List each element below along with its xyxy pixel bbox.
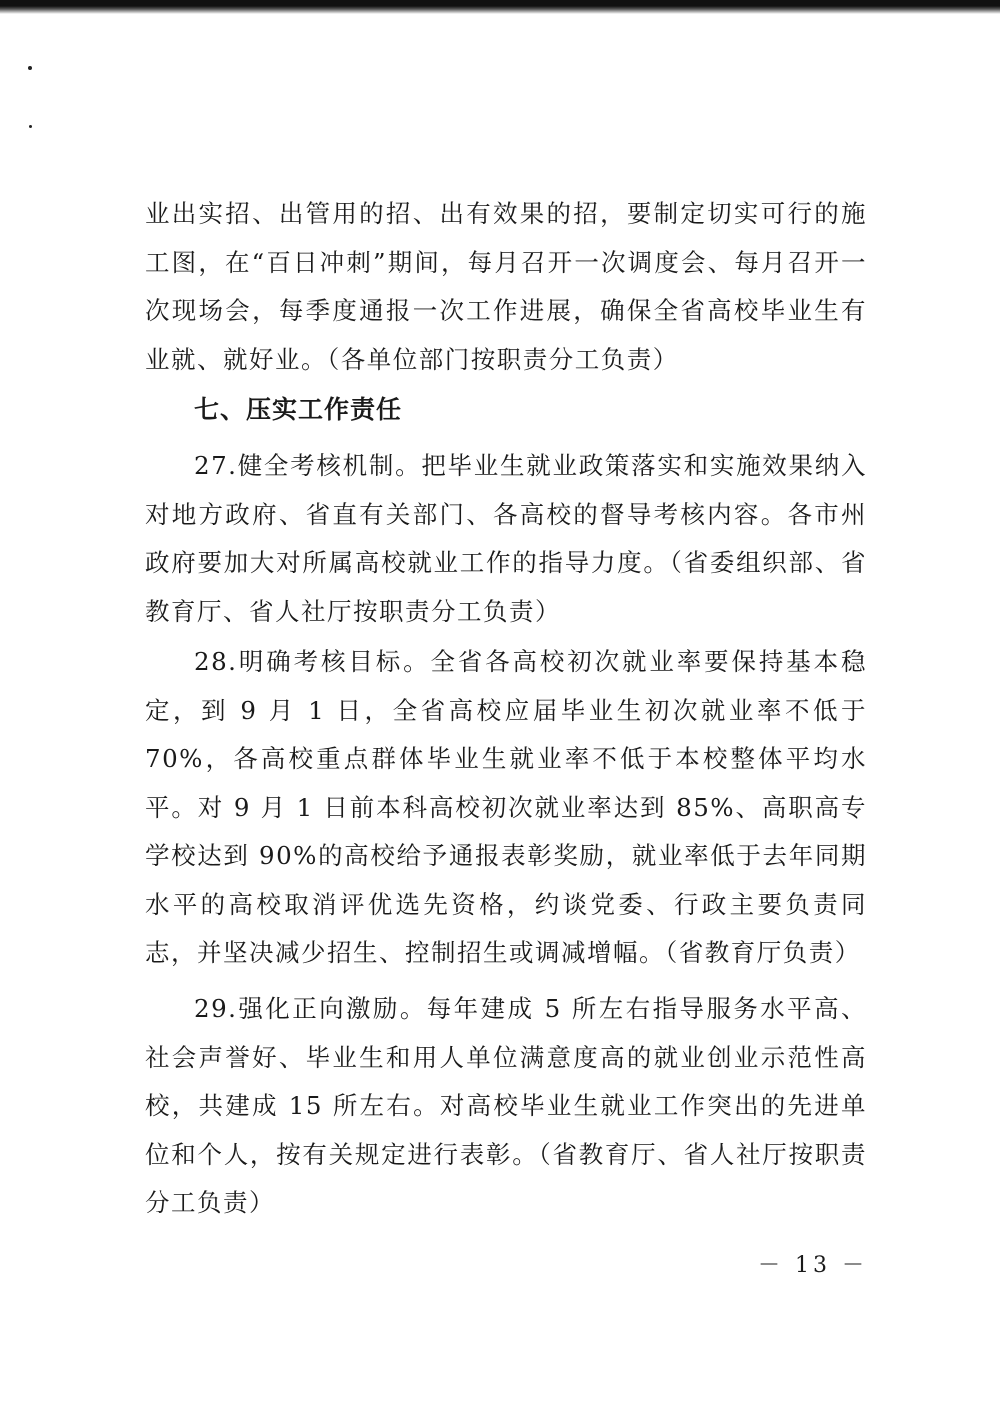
item-29-body: 每年建成 5 所左右指导服务水平高、社会声誉好、毕业生和用人单位满意度高的就业创业示范性高校，共建成 15 所左右。对高校毕业生就业工作突出的先进单位和个人，按有关规定进行表彰。（省教育厅、省人社厅按职责分工负责）: [145, 994, 868, 1217]
item-27-title: 健全考核机制。: [237, 451, 422, 480]
scan-speck: [28, 66, 32, 70]
item-29-number: 29.: [194, 994, 238, 1023]
scan-top-edge: [0, 0, 1000, 14]
item-27-number: 27.: [194, 451, 238, 480]
item-28-number: 28.: [194, 647, 238, 676]
item-29-title: 强化正向激励。: [237, 994, 427, 1023]
page-number: － 13 －: [758, 1253, 868, 1278]
item-28-body: 全省各高校初次就业率要保持基本稳定，到 9 月 1 日，全省高校应届毕业生初次就业率不低于 70%，各高校重点群体毕业生就业率不低于本校整体平均水平。对 9 月 1 日前本科高校初次就业率达到 85%、高职高专学校达到 90%的高校给予通报表彰奖励，就业率低于去年同期水平的高校取消评优选先资格，约谈党委、行政主要负责同志，并坚决减少招生、控制招生或调减增幅。（省教育厅负责）: [145, 647, 867, 967]
continuation-paragraph: 业出实招、出管用的招、出有效果的招，要制定切实可行的施工图，在“百日冲刺”期间，每月召开一次调度会、每月召开一次现场会，每季度通报一次工作进展，确保全省高校毕业生有业就、就好业。（各单位部门按职责分工负责）: [145, 199, 867, 374]
item-29-paragraph: [145, 985, 867, 1228]
item-29-block: [145, 985, 867, 1228]
section-heading: 七、压实工作责任: [194, 395, 403, 424]
item-27-block: [145, 442, 867, 636]
item-28-title: 明确考核目标。: [237, 647, 431, 676]
item-27-body: 把毕业生就业政策落实和实施效果纳入对地方政府、省直有关部门、各高校的督导考核内容。各市州政府要加大对所属高校就业工作的指导力度。（省委组织部、省教育厅、省人社厅按职责分工负责）: [145, 451, 867, 626]
item-28-paragraph: [145, 638, 867, 978]
item-28-block: [145, 638, 867, 978]
item-27-paragraph: [145, 442, 867, 636]
continuation-block: [145, 190, 867, 384]
scan-speck: [29, 125, 32, 128]
